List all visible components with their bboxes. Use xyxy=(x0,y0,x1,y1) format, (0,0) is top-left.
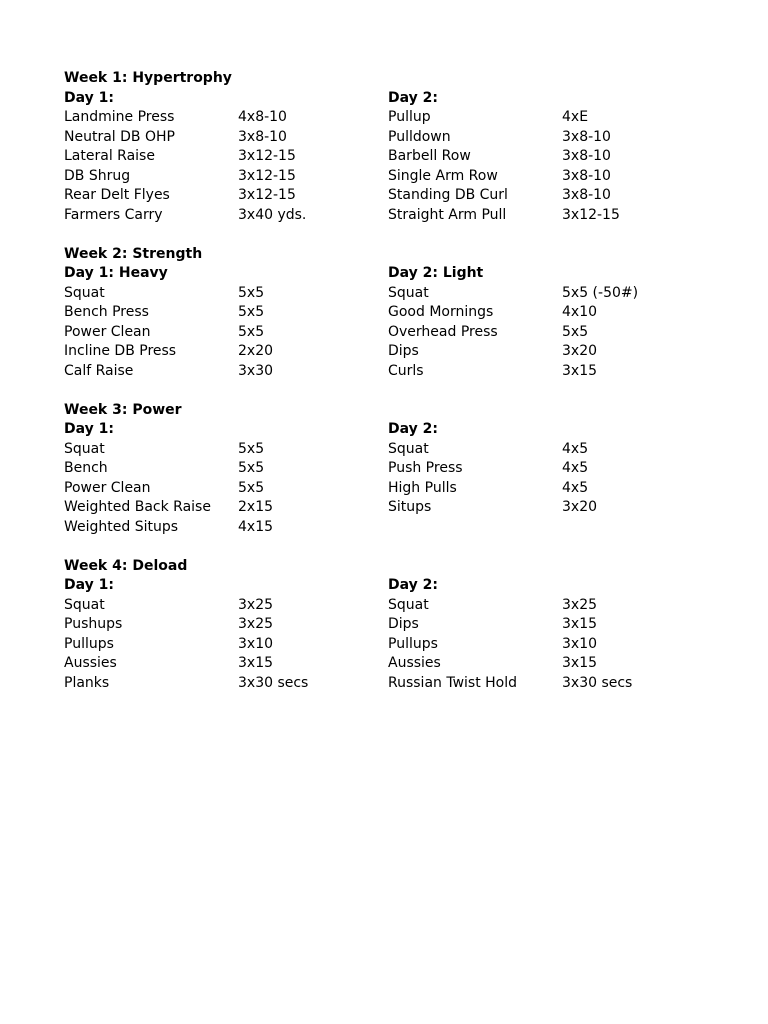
day-header-row xyxy=(64,89,744,109)
week-title-text: Week 2: Strength xyxy=(64,245,203,262)
day1-exercise: Squat xyxy=(64,284,105,301)
day2-exercise: Good Mornings xyxy=(388,304,494,320)
day2-exercise: Pulldown xyxy=(388,128,451,145)
exercise-row xyxy=(64,186,744,206)
exercise-row xyxy=(64,362,744,382)
day1-sets-reps: 5x5 xyxy=(238,284,265,301)
day2-label: Day 2: xyxy=(388,577,438,593)
day1-exercise: Landmine Press xyxy=(64,109,175,125)
day1-exercise: Weighted Back Raise xyxy=(64,499,211,515)
day2-sets-reps: 5x5 (-50#) xyxy=(562,284,639,301)
day-header-row xyxy=(64,576,744,596)
day2-exercise: Overhead Press xyxy=(388,323,498,340)
day2-label: Day 2: xyxy=(388,89,438,106)
day1-sets-reps: 3x25 xyxy=(238,616,274,632)
day2-exercise: Pullups xyxy=(388,635,438,652)
day1-sets-reps: 3x12-15 xyxy=(238,187,296,203)
exercise-row xyxy=(64,635,744,655)
day2-sets-reps: 3x15 xyxy=(562,616,598,632)
exercise-row xyxy=(64,284,744,304)
day1-sets-reps: 2x15 xyxy=(238,499,274,515)
day2-sets-reps: 4x5 xyxy=(562,479,589,496)
day1-exercise: Power Clean xyxy=(64,323,151,340)
day1-sets-reps: 3x30 xyxy=(238,362,274,379)
day1-exercise: Aussies xyxy=(64,655,117,671)
week-section xyxy=(64,557,744,694)
day2-sets-reps: 3x8-10 xyxy=(562,128,611,145)
day2-exercise: Squat xyxy=(388,440,429,457)
exercise-row xyxy=(64,518,744,538)
day1-exercise: Calf Raise xyxy=(64,362,134,379)
day2-sets-reps: 3x8-10 xyxy=(562,167,611,184)
week-section xyxy=(64,69,744,225)
day1-exercise: Farmers Carry xyxy=(64,206,163,223)
day2-sets-reps: 4x5 xyxy=(562,460,589,476)
exercise-row xyxy=(64,342,744,362)
day1-sets-reps: 3x15 xyxy=(238,655,274,671)
day2-exercise: Dips xyxy=(388,343,419,359)
day1-exercise: Neutral DB OHP xyxy=(64,128,175,145)
day2-sets-reps: 3x20 xyxy=(562,343,598,359)
day2-sets-reps: 3x12-15 xyxy=(562,206,620,223)
day1-exercise: Pushups xyxy=(64,616,123,632)
day2-exercise: Barbell Row xyxy=(388,148,471,164)
day2-sets-reps: 3x20 xyxy=(562,499,598,515)
day2-sets-reps: 3x8-10 xyxy=(562,187,611,203)
week-title xyxy=(64,557,744,577)
day1-sets-reps: 4x15 xyxy=(238,518,274,535)
day2-exercise: Squat xyxy=(388,596,429,613)
day1-label: Day 1: Heavy xyxy=(64,265,168,281)
week-section xyxy=(64,401,744,538)
exercise-row xyxy=(64,323,744,343)
day1-sets-reps: 3x10 xyxy=(238,635,274,652)
day2-sets-reps: 3x15 xyxy=(562,362,598,379)
day2-exercise: Aussies xyxy=(388,655,441,671)
exercise-row xyxy=(64,108,744,128)
exercise-row xyxy=(64,654,744,674)
day1-exercise: Bench xyxy=(64,460,108,476)
day1-sets-reps: 5x5 xyxy=(238,460,265,476)
exercise-row xyxy=(64,128,744,148)
week-title-text: Week 1: Hypertrophy xyxy=(64,70,232,86)
day1-exercise: Power Clean xyxy=(64,479,151,496)
day1-sets-reps: 5x5 xyxy=(238,323,265,340)
day2-exercise: Dips xyxy=(388,616,419,632)
day2-exercise: Pullup xyxy=(388,109,431,125)
day1-sets-reps: 5x5 xyxy=(238,479,265,496)
week-title-text: Week 3: Power xyxy=(64,401,182,418)
day1-exercise: DB Shrug xyxy=(64,167,131,184)
day1-exercise: Squat xyxy=(64,596,105,613)
week-title xyxy=(64,401,744,421)
day1-label: Day 1: xyxy=(64,89,114,106)
day2-label: Day 2: xyxy=(388,421,438,437)
day2-sets-reps: 4x10 xyxy=(562,304,598,320)
day2-exercise: Single Arm Row xyxy=(388,167,498,184)
day2-sets-reps: 3x15 xyxy=(562,655,598,671)
day2-exercise: Straight Arm Pull xyxy=(388,206,507,223)
day1-label: Day 1: xyxy=(64,577,114,593)
day2-exercise: Squat xyxy=(388,284,429,301)
day2-sets-reps: 3x25 xyxy=(562,596,598,613)
day1-sets-reps: 3x8-10 xyxy=(238,128,287,145)
day1-exercise: Incline DB Press xyxy=(64,343,177,359)
exercise-row xyxy=(64,479,744,499)
day1-sets-reps: 5x5 xyxy=(238,304,265,320)
day2-sets-reps: 4xE xyxy=(562,109,589,125)
day1-sets-reps: 3x25 xyxy=(238,596,274,613)
exercise-row xyxy=(64,674,744,694)
day1-sets-reps: 2x20 xyxy=(238,343,274,359)
day2-exercise: Situps xyxy=(388,499,432,515)
day1-sets-reps: 3x40 yds. xyxy=(238,206,307,223)
day1-sets-reps: 3x12-15 xyxy=(238,167,296,184)
exercise-row xyxy=(64,615,744,635)
exercise-row xyxy=(64,206,744,226)
day1-sets-reps: 5x5 xyxy=(238,440,265,457)
exercise-row xyxy=(64,167,744,187)
week-title xyxy=(64,69,744,89)
day2-exercise: Standing DB Curl xyxy=(388,187,508,203)
day1-sets-reps: 4x8-10 xyxy=(238,109,287,125)
week-section xyxy=(64,245,744,382)
day2-label: Day 2: Light xyxy=(388,265,484,281)
exercise-row xyxy=(64,596,744,616)
day1-label: Day 1: xyxy=(64,421,114,437)
day1-exercise: Bench Press xyxy=(64,304,149,320)
day-header-row xyxy=(64,420,744,440)
day1-exercise: Rear Delt Flyes xyxy=(64,187,170,203)
week-title-text: Week 4: Deload xyxy=(64,557,188,574)
day2-sets-reps: 3x10 xyxy=(562,635,598,652)
exercise-row xyxy=(64,440,744,460)
day2-exercise: Russian Twist Hold xyxy=(388,674,518,691)
week-title xyxy=(64,245,744,265)
day2-sets-reps: 3x8-10 xyxy=(562,148,611,164)
day1-exercise: Weighted Situps xyxy=(64,518,179,535)
day-header-row xyxy=(64,264,744,284)
exercise-row xyxy=(64,459,744,479)
day2-exercise: Push Press xyxy=(388,460,463,476)
day1-sets-reps: 3x30 secs xyxy=(238,674,309,691)
day1-exercise: Lateral Raise xyxy=(64,148,155,164)
day1-exercise: Squat xyxy=(64,440,105,457)
day2-sets-reps: 3x30 secs xyxy=(562,674,633,691)
day2-sets-reps: 5x5 xyxy=(562,323,589,340)
workout-document xyxy=(64,69,744,713)
exercise-row xyxy=(64,498,744,518)
exercise-row xyxy=(64,303,744,323)
exercise-row xyxy=(64,147,744,167)
day2-exercise: High Pulls xyxy=(388,479,457,496)
day1-sets-reps: 3x12-15 xyxy=(238,148,296,164)
day1-exercise: Pullups xyxy=(64,635,114,652)
day2-exercise: Curls xyxy=(388,362,424,379)
day2-sets-reps: 4x5 xyxy=(562,440,589,457)
day1-exercise: Planks xyxy=(64,674,110,691)
